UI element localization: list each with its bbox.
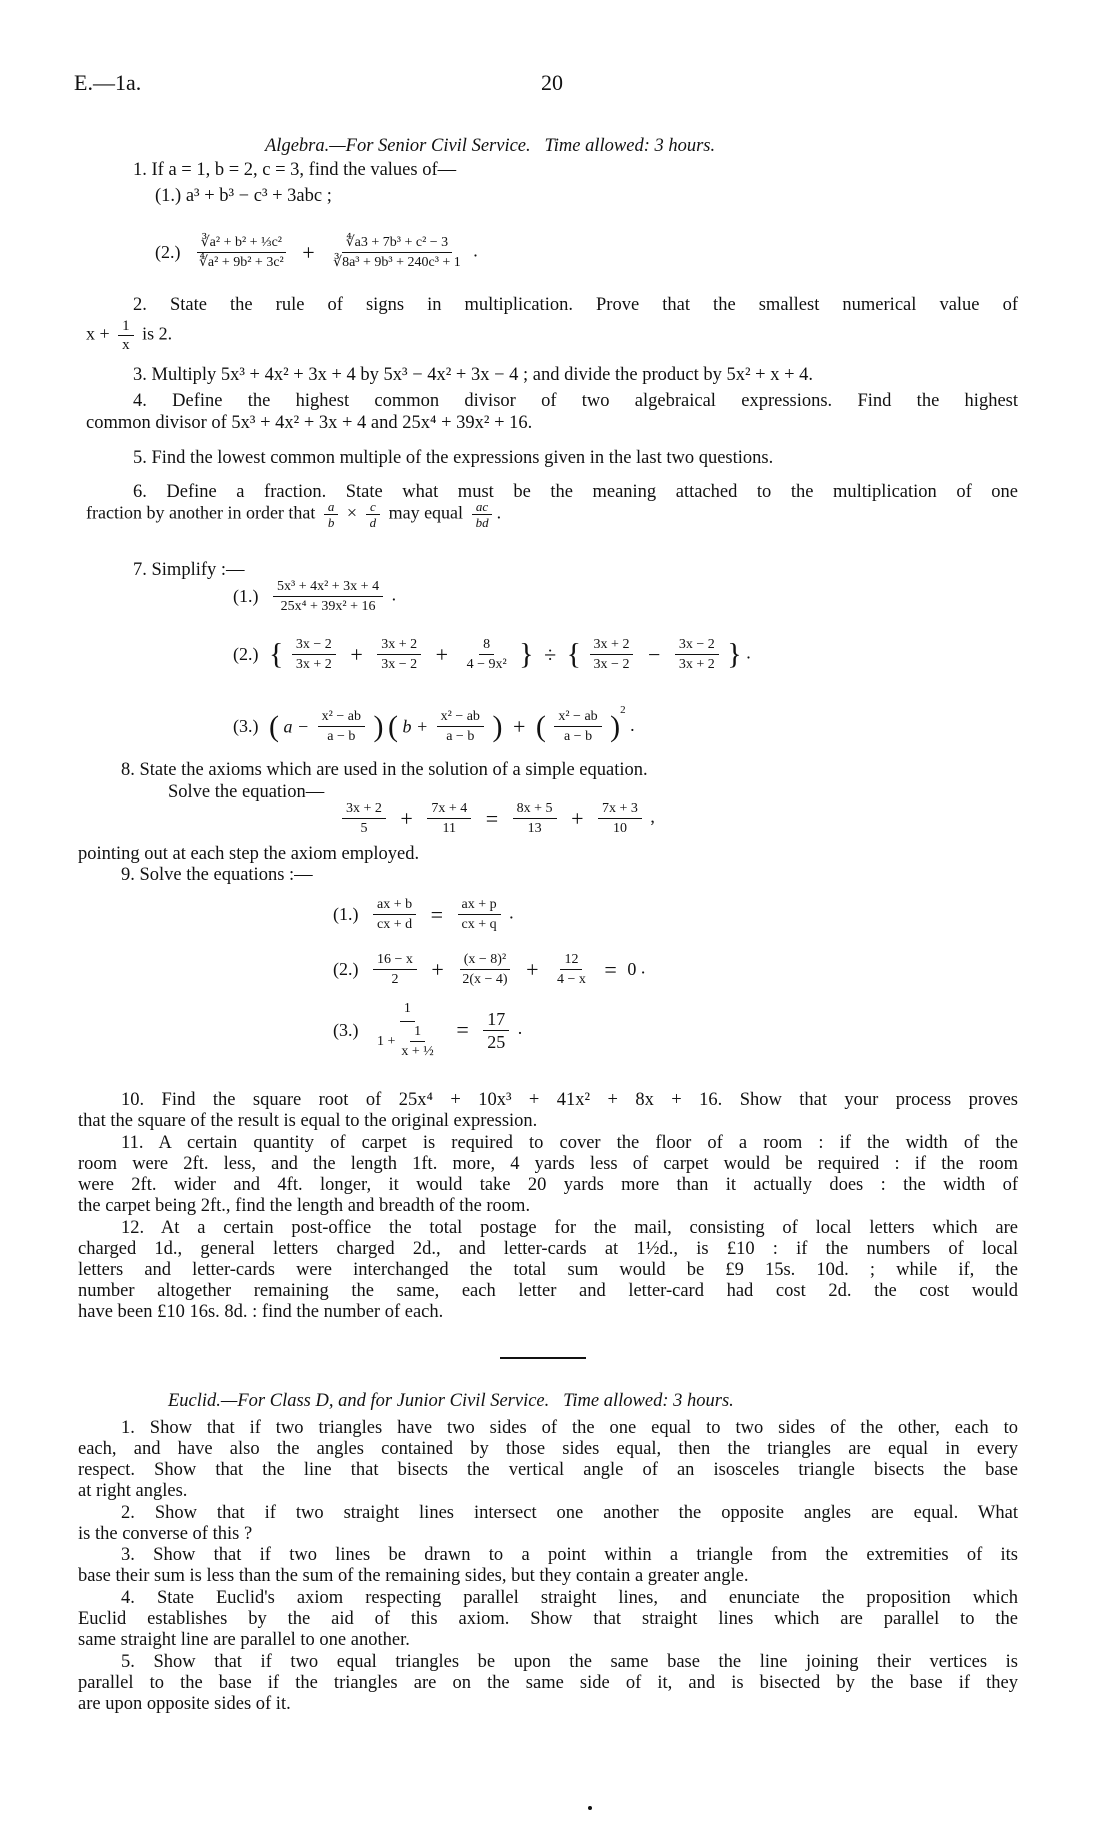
numerator: x² − ab [318,708,365,727]
euclid-line: Euclid establishes by the aid of this axiom. Show that straight lines which are parallel to the [78,1609,1018,1629]
euclid-line: 5. Show that if two equal triangles be upon the same base the line joining their vertices is [121,1652,1018,1672]
numerator: a [324,500,339,515]
plus-sign: + [526,956,539,982]
equals-sign: = [604,956,617,982]
denominator: 13 [527,821,542,836]
numerator: 3x + 2 [590,636,634,655]
q6-text: may equal [388,502,464,523]
q2-text: is 2. [142,323,173,344]
denominator: 3x + 2 [295,657,332,672]
label: (2.) [155,242,181,262]
term: a − [283,716,310,737]
plus-sign: + [350,641,363,667]
q2-expr: x + [86,323,110,344]
end-dot: . [391,584,397,605]
denominator: 2(x − 4) [462,972,508,987]
left-paren: ( [535,709,546,743]
end-dot: . [509,902,514,923]
algebra-q6-line2 [86,500,501,529]
q12-line: have been £10 16s. 8d. : find the number of each. [78,1302,444,1322]
euclid-q5 [78,1652,1018,1715]
denominator: x [122,337,130,353]
numerator: ac [472,500,492,515]
plus-term: 1 + [377,1034,396,1049]
euclid-line: parallel to the base if the triangles are on the same side of it, and is bisected by the base if they [78,1673,1018,1693]
algebra-q10-line1: 10. Find the square root of 25x⁴ + 10x³ + 41x² + 8x + 16. Show that your process proves [121,1090,1018,1110]
algebra-q2-line2 [86,318,172,353]
denominator: 5 [360,821,368,836]
algebra-q3: 3. Multiply 5x³ + 4x² + 3x + 4 by 5x³ − 4x² + 3x − 4 ; and divide the product by 5x² + x + 4. [133,365,814,385]
end-dot: . [746,642,751,663]
euclid-line: 1. Show that if two triangles have two sides of the one equal to two sides of the other, each to [121,1418,1018,1438]
algebra-q11 [78,1133,1018,1217]
denominator: b [327,515,335,530]
label: (2.) [233,644,259,664]
euclid-line: 3. Show that if two lines be drawn to a point within a triangle from the extremities of its [121,1545,1018,1565]
left-brace: { [566,637,582,671]
numerator: 3x − 2 [292,636,336,655]
algebra-heading: Algebra.—For Senior Civil Service. Time allowed: 3 hours. [265,136,716,156]
exponent: 2 [620,704,626,716]
section-divider [500,1357,586,1359]
algebra-q2-line1: 2. State the rule of signs in multiplication. Prove that the smallest numerical value of [133,295,1018,315]
euclid-q3 [78,1545,1018,1587]
euclid-heading: Euclid.—For Class D, and for Junior Civil Service. Time allowed: 3 hours. [168,1391,734,1411]
denominator: 11 [442,821,457,836]
q12-line: letters and letter-cards were interchanged the total sum would be £9 15s. 10d. ; while if, the [78,1260,1018,1280]
term: b + [402,716,429,737]
end-dot: . [496,502,502,523]
numerator: ax + p [458,896,501,915]
numerator: 16 − x [373,951,417,970]
numerator: ∜a3 + 7b³ + c² − 3 [342,234,452,253]
denominator: a − b [327,729,356,745]
numerator: x² − ab [554,708,601,727]
euclid-line: respect. Show that the line that bisects the vertical angle of an isosceles triangle bisects the base [78,1460,1018,1480]
plus-sign: + [431,956,444,982]
algebra-q10-line2: that the square of the result is equal to the original expression. [78,1111,538,1131]
denominator: ∜a² + 9b² + 3c² [199,255,284,270]
algebra-q1: 1. If a = 1, b = 2, c = 3, find the values of— [133,160,457,180]
algebra-q8-line3: pointing out at each step the axiom employed. [78,844,420,864]
euclid-line: at right angles. [78,1481,188,1501]
numerator: ax + b [373,896,416,915]
denominator: cx + q [461,917,497,932]
q11-line: 11. A certain quantity of carpet is required to cover the floor of a room : if the width of the [121,1133,1018,1153]
algebra-q5: 5. Find the lowest common multiple of the expressions given in the last two questions. [133,448,774,468]
denominator: 10 [612,821,627,836]
numerator: 1 [118,318,134,336]
algebra-q7: 7. Simplify :— [133,560,245,580]
numerator: 5x³ + 4x² + 3x + 4 [273,578,383,597]
algebra-q8-line1: 8. State the axioms which are used in the solution of a simple equation. [121,760,648,780]
algebra-q7-part2 [233,636,751,673]
page-number: 20 [541,70,563,95]
denominator: a − b [563,729,593,745]
footer-dot [588,1806,592,1810]
numerator: (x − 8)² [460,951,510,970]
algebra-q1-part2 [155,234,478,271]
algebra-q9-part2 [333,951,645,988]
denominator: cx + d [377,917,413,932]
plus-sign: + [512,713,526,739]
denominator: a − b [446,729,475,745]
denominator: 2 [391,972,399,987]
numerator: 7x + 3 [598,800,642,819]
right-paren: ) [492,709,503,743]
euclid-line: is the converse of this ? [78,1524,253,1544]
euclid-q1 [78,1418,1018,1502]
denominator: 25 [487,1031,506,1052]
numerator: 17 [483,1009,509,1031]
end-comma: , [650,806,655,827]
end-dot: . [517,1018,523,1039]
denominator: 25x⁴ + 39x² + 16 [280,599,376,614]
numerator: 1 [400,1000,415,1022]
numerator: 3x + 2 [377,636,421,655]
algebra-q7-part1 [233,578,396,615]
euclid-line: 2. Show that if two straight lines intersect one another the opposite angles are equal. What [121,1503,1018,1523]
label: (1.) [233,586,259,606]
right-brace: } [519,637,534,671]
plus-sign: + [571,805,584,831]
plus-sign: + [400,805,413,831]
numerator: c [366,500,380,515]
label: (3.) [233,716,259,737]
times-sign: × [346,502,358,523]
q12-line: charged 1d., general letters charged 2d., and letter-cards at 1½d., is £10 : if the numbers of local [78,1239,1018,1259]
divide-sign: ÷ [544,641,557,667]
numerator: 1 [410,1023,425,1042]
q11-line: the carpet being 2ft., find the length and breadth of the room. [78,1196,531,1216]
page-ref: E.—1a. [74,70,142,95]
algebra-q9-part3 [333,1000,522,1060]
euclid-line: 4. State Euclid's axiom respecting parallel straight lines, and enunciate the proposition which [121,1588,1018,1608]
denominator: d [369,515,377,530]
denominator: bd [475,515,489,530]
denominator: 3x − 2 [381,657,418,672]
right-paren: ) [610,709,621,743]
equals-sign: = [485,805,499,831]
denominator: 4 − 9x² [466,657,507,672]
label: (3.) [333,1019,359,1040]
numerator: ∛a² + b² + ⅓c² [197,234,286,253]
numerator: 8x + 5 [513,800,557,819]
numerator: 8 [479,636,494,655]
left-paren: ( [269,709,279,743]
euclid-line: are upon opposite sides of it. [78,1694,291,1714]
algebra-q4-line1: 4. Define the highest common divisor of two algebraical expressions. Find the highest [133,391,1018,411]
minus-sign: − [647,641,661,667]
numerator: 3x + 2 [342,800,386,819]
euclid-line: each, and have also the angles contained by those sides equal, then the triangles are equal in every [78,1439,1018,1459]
numerator: x² − ab [437,708,484,727]
denominator: ∛8a³ + 9b³ + 240c³ + 1 [333,255,461,270]
euclid-q2 [78,1503,1018,1545]
label: (1.) [333,904,359,924]
left-brace: { [269,637,284,671]
euclid-q4 [78,1588,1018,1651]
rhs: 0 [627,959,637,979]
label: (2.) [333,959,359,979]
numerator: 7x + 4 [427,800,471,819]
equals-sign: = [430,901,444,927]
algebra-q12 [78,1218,1018,1323]
equals-sign: = [456,1017,469,1042]
algebra-q1-part1: (1.) a³ + b³ − c³ + 3abc ; [155,186,332,206]
denominator [373,1022,442,1060]
right-paren: ) [373,709,384,743]
q11-line: were 2ft. wider and 4ft. longer, it would take 20 yards more than it actually does : the width of [78,1175,1018,1195]
euclid-line: same straight line are parallel to one another. [78,1630,410,1650]
q11-line: room were 2ft. less, and the length 1ft. more, 4 yards less of carpet would be required : if the room [78,1154,1018,1174]
algebra-q6-line1: 6. Define a fraction. State what must be the meaning attached to the multiplication of one [133,482,1018,502]
denominator: x + ½ [401,1044,434,1059]
left-paren: ( [387,709,398,743]
algebra-q8-line2: Solve the equation— [168,782,325,802]
algebra-q4-line2: common divisor of 5x³ + 4x² + 3x + 4 and 25x⁴ + 39x² + 16. [86,413,533,433]
q12-line: number altogether remaining the same, each letter and letter-card had cost 2d. the cost would [78,1281,1018,1301]
denominator: 3x + 2 [678,657,715,672]
plus-sign: + [435,641,449,667]
algebra-q7-part3 [233,704,635,745]
plus-sign: + [302,239,315,265]
end-dot: . [630,715,635,735]
right-brace: } [727,637,742,671]
algebra-q9: 9. Solve the equations :— [121,865,313,885]
denominator: 3x − 2 [593,657,630,672]
denominator: 4 − x [556,972,586,987]
q6-text: fraction by another in order that [86,502,316,523]
numerator: 12 [560,951,582,970]
q12-line: 12. At a certain post-office the total postage for the mail, consisting of local letters which are [121,1218,1018,1238]
euclid-line: base their sum is less than the sum of the remaining sides, but they contain a greater angle. [78,1566,749,1586]
end-dot: . [473,240,478,261]
algebra-q8-equation [338,800,655,837]
algebra-q9-part1 [333,896,514,933]
numerator: 3x − 2 [675,636,719,655]
end-dot: . [640,957,646,978]
